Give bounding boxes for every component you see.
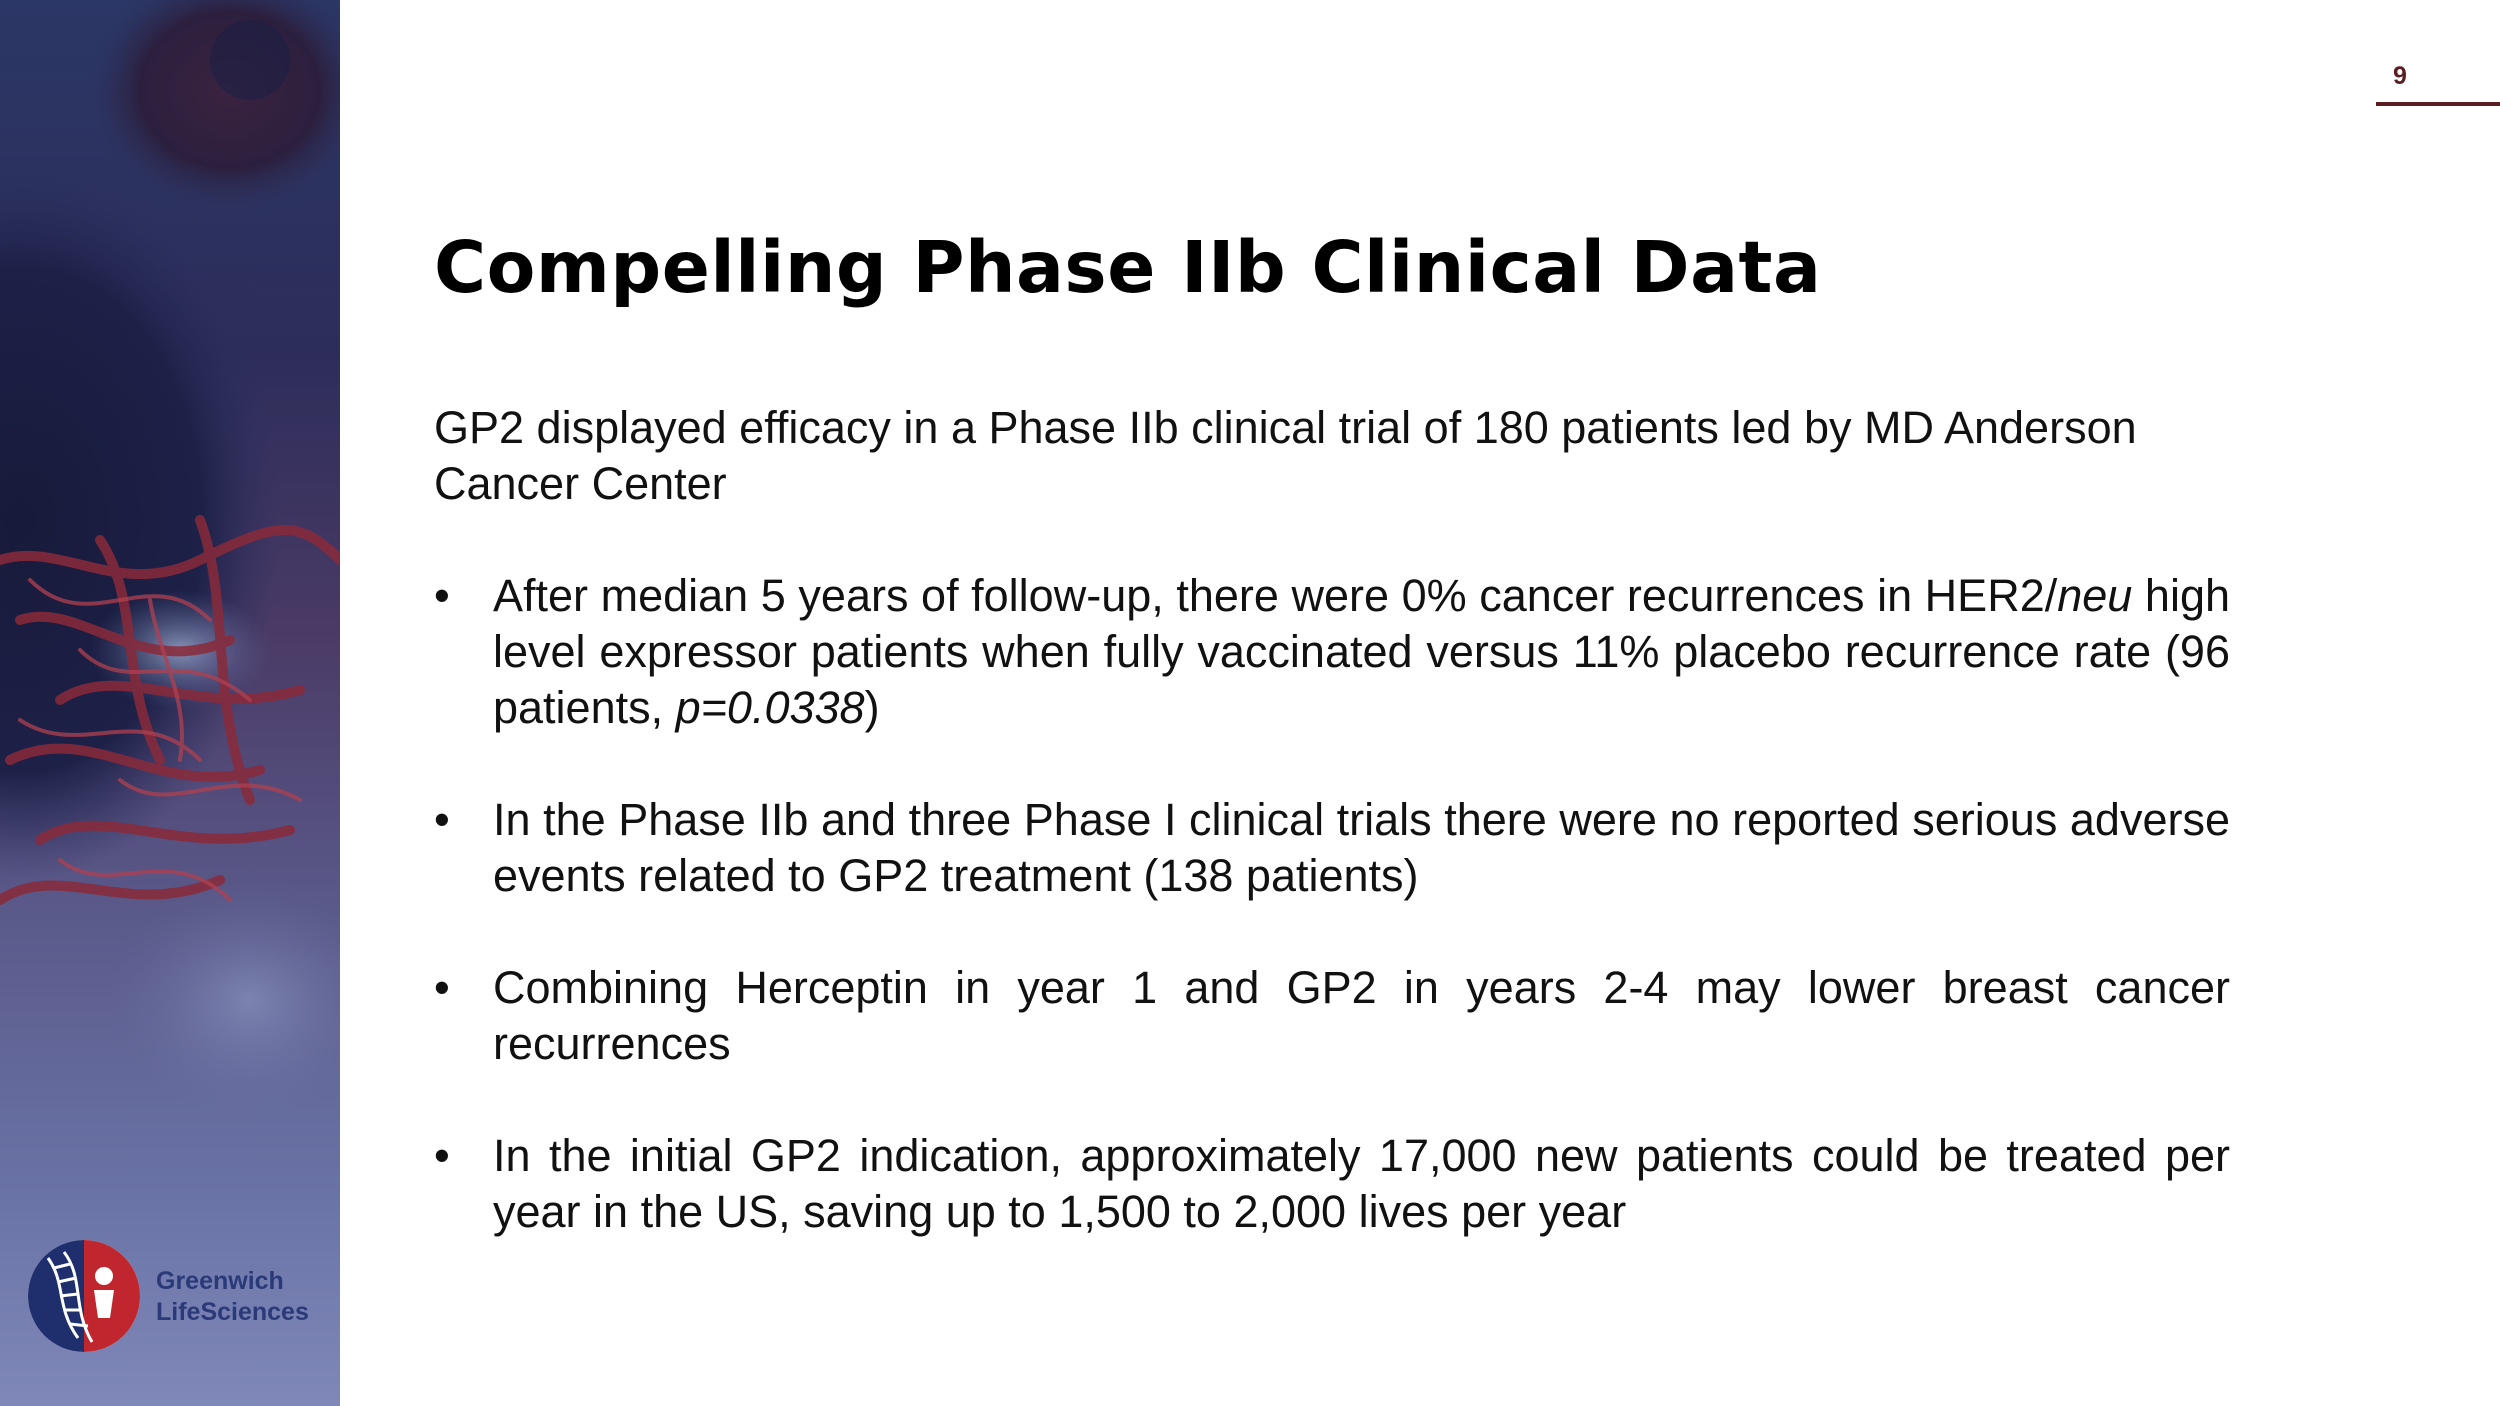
- logo-wordmark: [156, 1266, 309, 1328]
- bullet-italic-neu: neu: [2057, 570, 2133, 621]
- bullet-icon: •: [434, 1130, 450, 1181]
- bullet-item-safety: [434, 792, 2230, 904]
- bullet-text-part: ): [864, 682, 880, 733]
- bullet-text-part: After median 5 years of follow-up, there were 0% cancer recurrences in HER2/: [493, 570, 2058, 621]
- page-number: 9: [2393, 62, 2407, 90]
- side-image-panel: [0, 0, 340, 1406]
- company-logo: [26, 1238, 326, 1358]
- slide-body: [434, 400, 2230, 1296]
- bullet-icon: •: [434, 794, 450, 845]
- bullet-icon: •: [434, 962, 450, 1013]
- logo-line-2: LifeSciences: [156, 1298, 309, 1326]
- bullet-text: In the Phase IIb and three Phase I clinical trials there were no reported serious adverse events related to GP2 treatment (138 patients): [493, 794, 2230, 901]
- bullet-text: Combining Herceptin in year 1 and GP2 in years 2-4 may lower breast cancer recurrences: [493, 962, 2230, 1069]
- dna-helix-person-logo-icon: [26, 1238, 142, 1354]
- cancer-cell-image: [0, 0, 340, 1406]
- bullet-item-herceptin: [434, 960, 2230, 1072]
- slide-title: Compelling Phase IIb Clinical Data: [434, 226, 1822, 309]
- bullet-text-part: high level expressor patients when fully vaccinated versus 11% placebo recurrence rate (96 patients,: [493, 570, 2230, 733]
- bullet-item-indication: [434, 1128, 2230, 1240]
- page-number-rule: [2376, 102, 2500, 106]
- bullet-list: [434, 568, 2230, 1240]
- bullet-text: In the initial GP2 indication, approximately 17,000 new patients could be treated per year in the US, saving up to 1,500 to 2,000 lives per year: [493, 1130, 2230, 1237]
- intro-paragraph: GP2 displayed efficacy in a Phase IIb clinical trial of 180 patients led by MD Anderson Cancer Center: [434, 402, 2137, 509]
- bullet-italic-pvalue: p=0.0338: [675, 682, 865, 733]
- logo-line-1: Greenwich: [156, 1267, 284, 1295]
- bullet-icon: •: [434, 570, 450, 621]
- bullet-item-recurrence: [434, 568, 2230, 736]
